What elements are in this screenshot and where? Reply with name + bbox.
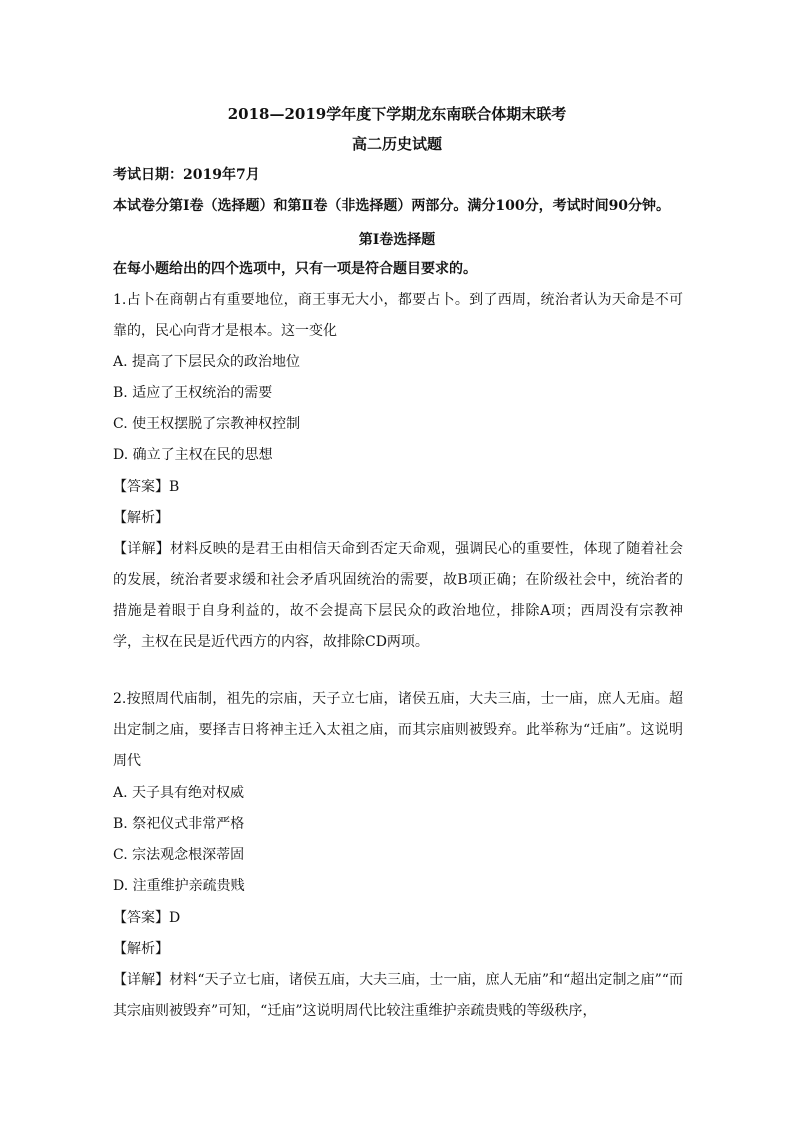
question-2-option-a: A. 天子具有绝对权威 [113,785,245,801]
question-2-answer: 【答案】D [113,910,181,926]
question-1-option-b: B. 适应了王权统治的需要 [113,385,273,401]
question-1-stem: 1.占卜在商朝占有重要地位，商王事无大小，都要占卜。到了西周，统治者认为天命是不可靠的，民心向背才是根本。这一变化 [113,292,683,339]
section-instruction: 在每小题给出的四个选项中，只有一项是符合题目要求的。 [113,261,477,277]
question-2-analysis-label: 【解析】 [113,941,169,957]
question-2-stem: 2.按照周代庙制，祖先的宗庙，天子立七庙，诸侯五庙，大夫三庙，士一庙，庶人无庙。超出定制之庙，要择吉日将神主迁入太祖之庙，而其宗庙则被毁弃。此举称为“迁庙”。这说明周代 [113,691,683,769]
question-1-option-d: D. 确立了主权在民的思想 [113,447,273,463]
exam-instructions: 本试卷分第Ⅰ卷（选择题）和第Ⅱ卷（非选择题）两部分。满分100分，考试时间90分钟。 [113,198,671,214]
exam-subtitle: 高二历史试题 [351,135,442,153]
question-2-option-b: B. 祭祀仪式非常严格 [113,816,245,832]
question-1-detail: 【详解】材料反映的是君王由相信天命到否定天命观，强调民心的重要性，体现了随着社会的发展，统治者要求缓和社会矛盾巩固统治的需要，故B项正确；在阶级社会中，统治者的措施是着眼于自身利益的，故不会提高下层民众的政治地位，排除A项；西周没有宗教神学，主权在民是近代西方的内容，故排除CD两项。 [113,541,683,650]
question-2-option-d: D. 注重维护亲疏贵贱 [113,878,245,894]
exam-date: 考试日期：2019年7月 [113,167,260,183]
question-1-option-a: A. 提高了下层民众的政治地位 [113,354,301,370]
question-2-detail: 【详解】材料“天子立七庙，诸侯五庙，大夫三庙，士一庙，庶人无庙”和“超出定制之庙”“而其宗庙则被毁弃”可知，“迁庙”这说明周代比较注重维护亲疏贵贱的等级秩序， [113,972,683,1019]
exam-title: 2018—2019学年度下学期龙东南联合体期末联考 [227,105,567,123]
question-1-answer: 【答案】B [113,479,180,495]
question-2-option-c: C. 宗法观念根深蒂固 [113,847,245,863]
question-1-option-c: C. 使王权摆脱了宗教神权控制 [113,416,301,432]
section-title: 第Ⅰ卷选择题 [358,232,436,248]
question-1-analysis-label: 【解析】 [113,510,169,526]
